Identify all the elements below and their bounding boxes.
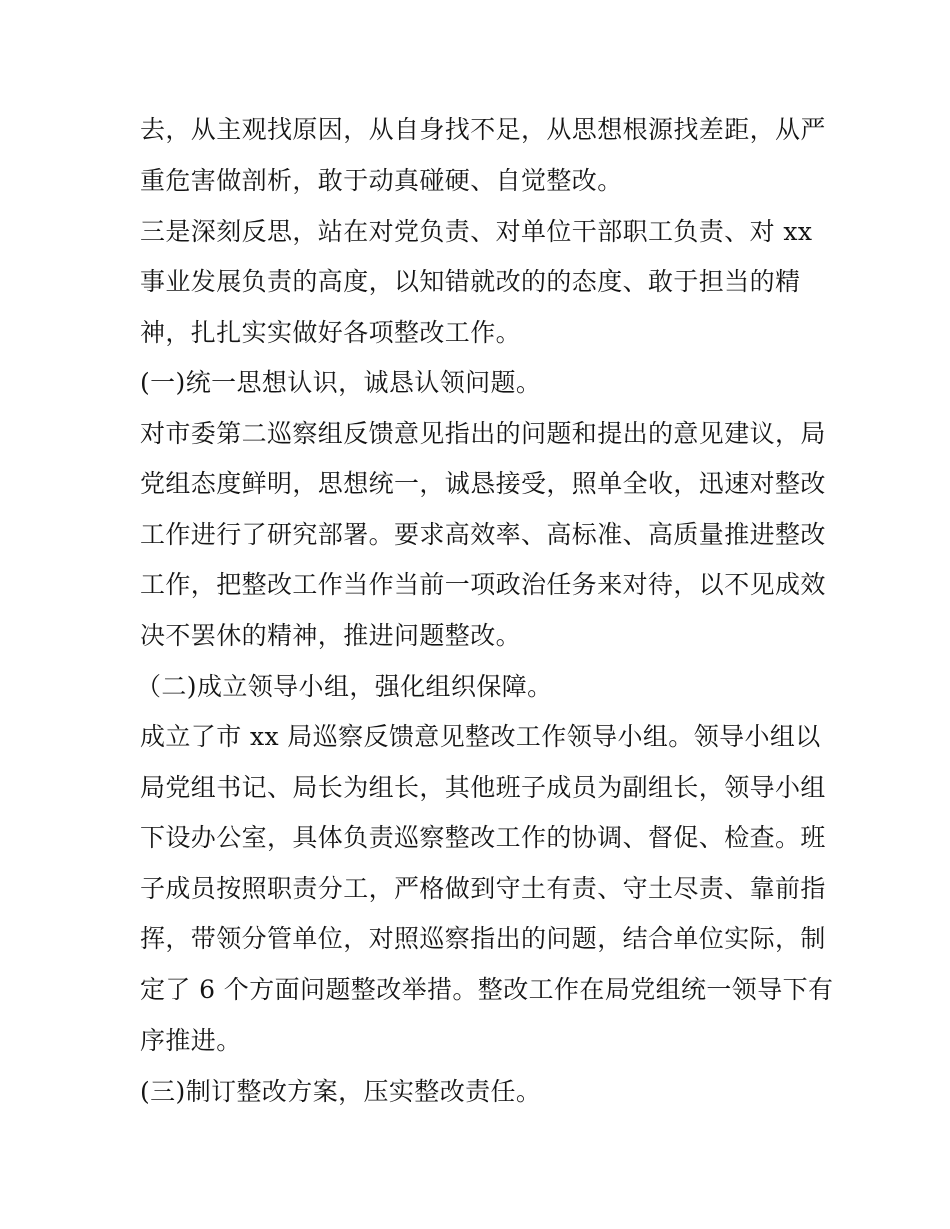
section-heading: （二)成立领导小组，强化组织保障。 — [136, 672, 553, 701]
body-text-line: 子成员按照职责分工，严格做到守土有责、守土尽责、靠前指 — [140, 874, 826, 903]
body-text-line: 神，扎扎实实做好各项整改工作。 — [140, 318, 522, 347]
body-text-line: 三是深刻反思，站在对党负责、对单位干部职工负责、对 xx — [140, 217, 813, 246]
body-text-line: 事业发展负责的高度，以知错就改的的态度、敢于担当的精 — [140, 267, 801, 296]
body-text-line: 挥，带领分管单位，对照巡察指出的问题，结合单位实际，制 — [140, 924, 826, 953]
body-text-line: 决不罢休的精神，推进问题整改。 — [140, 621, 522, 650]
body-text-line: 局党组书记、局长为组长，其他班子成员为副组长，领导小组 — [140, 773, 826, 802]
body-text-line: 党组态度鲜明，思想统一，诚恳接受，照单全收，迅速对整改 — [140, 469, 826, 498]
body-text-line: 下设办公室，具体负责巡察整改工作的协调、督促、检查。班 — [140, 823, 826, 852]
body-text-line: 工作，把整改工作当作当前一项政治任务来对待，以不见成效 — [140, 570, 826, 599]
body-text-line: 成立了市 xx 局巡察反馈意见整改工作领导小组。领导小组以 — [140, 722, 821, 751]
body-text-line: 序推进。 — [140, 1026, 242, 1055]
body-text-line: 工作进行了研究部署。要求高效率、高标准、高质量推进整改 — [140, 520, 826, 549]
body-text-line: 定了 6 个方面问题整改举措。整改工作在局党组统一领导下有 — [140, 975, 834, 1004]
body-text-line: 对市委第二巡察组反馈意见指出的问题和提出的意见建议，局 — [140, 419, 826, 448]
body-text-line: 重危害做剖析，敢于动真碰硬、自觉整改。 — [140, 166, 623, 195]
section-heading: (三)制订整改方案，压实整改责任。 — [140, 1077, 542, 1106]
section-heading: (一)统一思想认识，诚恳认领问题。 — [140, 368, 542, 397]
body-text-line: 去，从主观找原因，从自身找不足，从思想根源找差距，从严 — [140, 115, 826, 144]
